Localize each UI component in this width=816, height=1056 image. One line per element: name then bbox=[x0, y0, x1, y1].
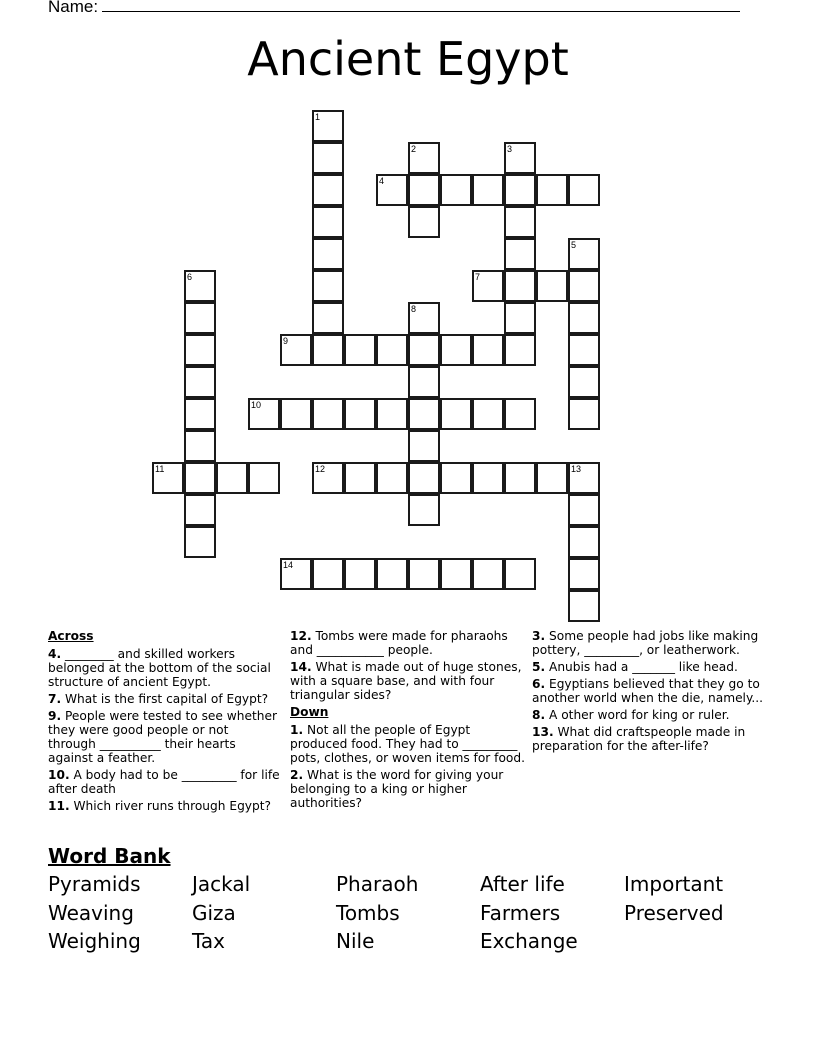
clue-down-6 bbox=[532, 677, 772, 705]
word-bank bbox=[48, 844, 768, 958]
crossword-cell[interactable] bbox=[248, 462, 280, 494]
clue-number: 11. bbox=[48, 799, 70, 813]
clue-down-1 bbox=[290, 723, 526, 765]
crossword-cell[interactable] bbox=[312, 238, 344, 270]
crossword-cell[interactable] bbox=[408, 206, 440, 238]
crossword-cell[interactable] bbox=[568, 558, 600, 590]
word-bank-title: Word Bank bbox=[48, 844, 171, 868]
clue-number: 7. bbox=[48, 692, 62, 706]
crossword-cell[interactable] bbox=[440, 334, 472, 366]
cell-number: 7 bbox=[475, 272, 481, 282]
crossword-cell[interactable] bbox=[312, 398, 344, 430]
clue-text: Some people had jobs like making pottery, _________, or leatherwork. bbox=[532, 629, 759, 657]
clue-number: 8. bbox=[532, 708, 546, 722]
clue-text: People were tested to see whether they were good people or not through __________ their hearts against a feather. bbox=[48, 709, 277, 765]
crossword-cell[interactable] bbox=[280, 558, 312, 590]
cell-number: 1 bbox=[315, 112, 321, 122]
clue-text: A body had to be _________ for life after death bbox=[48, 768, 280, 796]
clues-column-1 bbox=[48, 629, 280, 816]
clue-text: Anubis had a _______ like head. bbox=[545, 660, 738, 674]
word-bank-item: Tax bbox=[192, 929, 225, 953]
crossword-cell[interactable] bbox=[440, 174, 472, 206]
crossword-cell[interactable] bbox=[376, 174, 408, 206]
clue-down-13 bbox=[532, 725, 772, 753]
crossword-cell[interactable] bbox=[408, 494, 440, 526]
word-bank-item: Farmers bbox=[480, 900, 561, 925]
clue-down-8 bbox=[532, 708, 772, 722]
crossword-cell[interactable] bbox=[568, 366, 600, 398]
crossword-cell[interactable] bbox=[344, 334, 376, 366]
page-title: Ancient Egypt bbox=[247, 32, 569, 86]
crossword-cell[interactable] bbox=[312, 174, 344, 206]
word-bank-item: Exchange bbox=[480, 929, 578, 953]
crossword-cell[interactable] bbox=[312, 462, 344, 494]
cell-number: 2 bbox=[411, 144, 417, 154]
cell-number: 3 bbox=[507, 144, 513, 154]
crossword-cell[interactable] bbox=[504, 558, 536, 590]
crossword-cell[interactable] bbox=[312, 558, 344, 590]
across-heading: Across bbox=[48, 629, 94, 643]
crossword-cell[interactable] bbox=[344, 398, 376, 430]
crossword-cell[interactable] bbox=[568, 302, 600, 334]
crossword-cell[interactable] bbox=[472, 558, 504, 590]
crossword-cell[interactable] bbox=[280, 398, 312, 430]
clue-down-3 bbox=[532, 629, 772, 657]
clue-number: 2. bbox=[290, 768, 304, 782]
word-bank-item: Weighing bbox=[48, 929, 141, 953]
crossword-cell[interactable] bbox=[568, 238, 600, 270]
crossword-cell[interactable] bbox=[440, 398, 472, 430]
crossword-cell[interactable] bbox=[408, 302, 440, 334]
word-bank-item: Pyramids bbox=[48, 872, 141, 896]
clue-number: 12. bbox=[290, 629, 312, 643]
word-bank-item: Giza bbox=[192, 900, 236, 925]
clue-number: 13. bbox=[532, 725, 554, 739]
crossword-cell[interactable] bbox=[280, 334, 312, 366]
crossword-cell[interactable] bbox=[504, 398, 536, 430]
crossword-cell[interactable] bbox=[344, 462, 376, 494]
crossword-cell[interactable] bbox=[408, 142, 440, 174]
crossword-cell[interactable] bbox=[408, 430, 440, 462]
cell-number: 6 bbox=[187, 272, 193, 282]
clue-number: 6. bbox=[532, 677, 546, 691]
name-label: Name: bbox=[48, 0, 99, 16]
cell-number: 11 bbox=[155, 464, 165, 474]
crossword-cell[interactable] bbox=[568, 174, 600, 206]
crossword-cell[interactable] bbox=[376, 334, 408, 366]
crossword-cell[interactable] bbox=[568, 526, 600, 558]
word-bank-item: Preserved bbox=[624, 900, 724, 925]
cell-number: 8 bbox=[411, 304, 417, 314]
crossword-cell[interactable] bbox=[504, 238, 536, 270]
clue-text: What did craftspeople made in preparation for the after-life? bbox=[532, 725, 746, 753]
clue-across-11 bbox=[48, 799, 280, 813]
crossword-cell[interactable] bbox=[312, 270, 344, 302]
crossword-cell[interactable] bbox=[472, 398, 504, 430]
crossword-cell[interactable] bbox=[408, 334, 440, 366]
crossword-cell[interactable] bbox=[184, 302, 216, 334]
clue-down-2 bbox=[290, 768, 526, 810]
clue-text: ________ and skilled workers belonged at the bottom of the social structure of ancient Egypt. bbox=[48, 647, 271, 689]
crossword-cell[interactable] bbox=[312, 334, 344, 366]
crossword-cell[interactable] bbox=[504, 302, 536, 334]
crossword-cell[interactable] bbox=[408, 462, 440, 494]
crossword-cell[interactable] bbox=[504, 334, 536, 366]
crossword-cell[interactable] bbox=[536, 270, 568, 302]
cell-number: 14 bbox=[283, 560, 294, 570]
word-bank-item: Nile bbox=[336, 929, 375, 953]
cell-number: 12 bbox=[315, 464, 326, 474]
crossword-cell[interactable] bbox=[536, 462, 568, 494]
down-heading: Down bbox=[290, 705, 329, 719]
clue-number: 5. bbox=[532, 660, 546, 674]
cell-number: 9 bbox=[283, 336, 289, 346]
crossword-cell[interactable] bbox=[184, 270, 216, 302]
word-bank-item: After life bbox=[480, 872, 565, 896]
crossword-cell[interactable] bbox=[376, 558, 408, 590]
crossword-cell[interactable] bbox=[184, 334, 216, 366]
cell-number: 5 bbox=[571, 240, 577, 250]
crossword-cell[interactable] bbox=[504, 142, 536, 174]
crossword-cell[interactable] bbox=[184, 494, 216, 526]
clue-across-4 bbox=[48, 647, 280, 689]
clue-across-9 bbox=[48, 709, 280, 765]
crossword-cell[interactable] bbox=[472, 462, 504, 494]
clue-text: What is the word for giving your belonging to a king or higher authorities? bbox=[290, 768, 504, 810]
crossword-cell[interactable] bbox=[408, 558, 440, 590]
crossword-cell[interactable] bbox=[536, 174, 568, 206]
crossword-cell[interactable] bbox=[184, 366, 216, 398]
cell-number: 4 bbox=[379, 176, 385, 186]
clue-number: 3. bbox=[532, 629, 546, 643]
crossword-cell[interactable] bbox=[568, 590, 600, 622]
clues-column-2 bbox=[290, 629, 526, 813]
clue-number: 10. bbox=[48, 768, 70, 782]
crossword-cell[interactable] bbox=[472, 174, 504, 206]
crossword-cell[interactable] bbox=[312, 142, 344, 174]
clue-across-10 bbox=[48, 768, 280, 796]
crossword-cell[interactable] bbox=[312, 110, 344, 142]
crossword-cell[interactable] bbox=[408, 398, 440, 430]
crossword-cell[interactable] bbox=[376, 462, 408, 494]
clue-text: Tombs were made for pharaohs and ___________ people. bbox=[290, 629, 508, 657]
clue-text: Not all the people of Egypt produced food. They had to _________ pots, clothes, or woven items for food. bbox=[290, 723, 525, 765]
crossword-cell[interactable] bbox=[408, 174, 440, 206]
crossword-cell[interactable] bbox=[376, 398, 408, 430]
crossword-cell[interactable] bbox=[568, 462, 600, 494]
cell-number: 13 bbox=[571, 464, 582, 474]
crossword-cell[interactable] bbox=[184, 526, 216, 558]
clue-text: Which river runs through Egypt? bbox=[69, 799, 271, 813]
word-bank-item: Jackal bbox=[192, 872, 251, 896]
clue-number: 1. bbox=[290, 723, 304, 737]
crossword-cell[interactable] bbox=[504, 174, 536, 206]
word-bank-item: Weaving bbox=[48, 900, 134, 925]
word-bank-item: Tombs bbox=[336, 900, 400, 925]
crossword-cell[interactable] bbox=[312, 206, 344, 238]
crossword-cell[interactable] bbox=[504, 462, 536, 494]
crossword-cell[interactable] bbox=[504, 270, 536, 302]
clue-text: What is made out of huge stones, with a square base, and with four triangular sides? bbox=[290, 660, 522, 702]
crossword-cell[interactable] bbox=[184, 398, 216, 430]
crossword-cell[interactable] bbox=[248, 398, 280, 430]
clues-column-3 bbox=[532, 629, 772, 756]
crossword-cell[interactable] bbox=[472, 270, 504, 302]
crossword-cell[interactable] bbox=[472, 334, 504, 366]
crossword-cell[interactable] bbox=[184, 462, 216, 494]
crossword-cell[interactable] bbox=[440, 558, 472, 590]
clue-across-7 bbox=[48, 692, 280, 706]
clue-number: 14. bbox=[290, 660, 312, 674]
crossword-cell[interactable] bbox=[216, 462, 248, 494]
crossword-cell[interactable] bbox=[184, 430, 216, 462]
clue-down-5 bbox=[532, 660, 772, 674]
clue-across-14 bbox=[290, 660, 526, 702]
crossword-cell[interactable] bbox=[568, 494, 600, 526]
crossword-cell[interactable] bbox=[568, 334, 600, 366]
clue-across-12 bbox=[290, 629, 526, 657]
word-bank-item: Important bbox=[624, 872, 724, 896]
cell-number: 10 bbox=[251, 400, 262, 410]
clue-number: 4. bbox=[48, 647, 62, 661]
word-bank-list bbox=[48, 872, 768, 958]
clue-text: A other word for king or ruler. bbox=[545, 708, 730, 722]
crossword-cell[interactable] bbox=[504, 206, 536, 238]
crossword-cell[interactable] bbox=[312, 302, 344, 334]
clue-text: Egyptians believed that they go to another world when the die, namely... bbox=[532, 677, 764, 705]
crossword-cell[interactable] bbox=[568, 398, 600, 430]
word-bank-item: Pharaoh bbox=[336, 872, 419, 896]
crossword-cell[interactable] bbox=[568, 270, 600, 302]
clue-number: 9. bbox=[48, 709, 62, 723]
crossword-cell[interactable] bbox=[408, 366, 440, 398]
crossword-cell[interactable] bbox=[344, 558, 376, 590]
crossword-cell[interactable] bbox=[152, 462, 184, 494]
clue-text: What is the first capital of Egypt? bbox=[61, 692, 269, 706]
crossword-cell[interactable] bbox=[440, 462, 472, 494]
